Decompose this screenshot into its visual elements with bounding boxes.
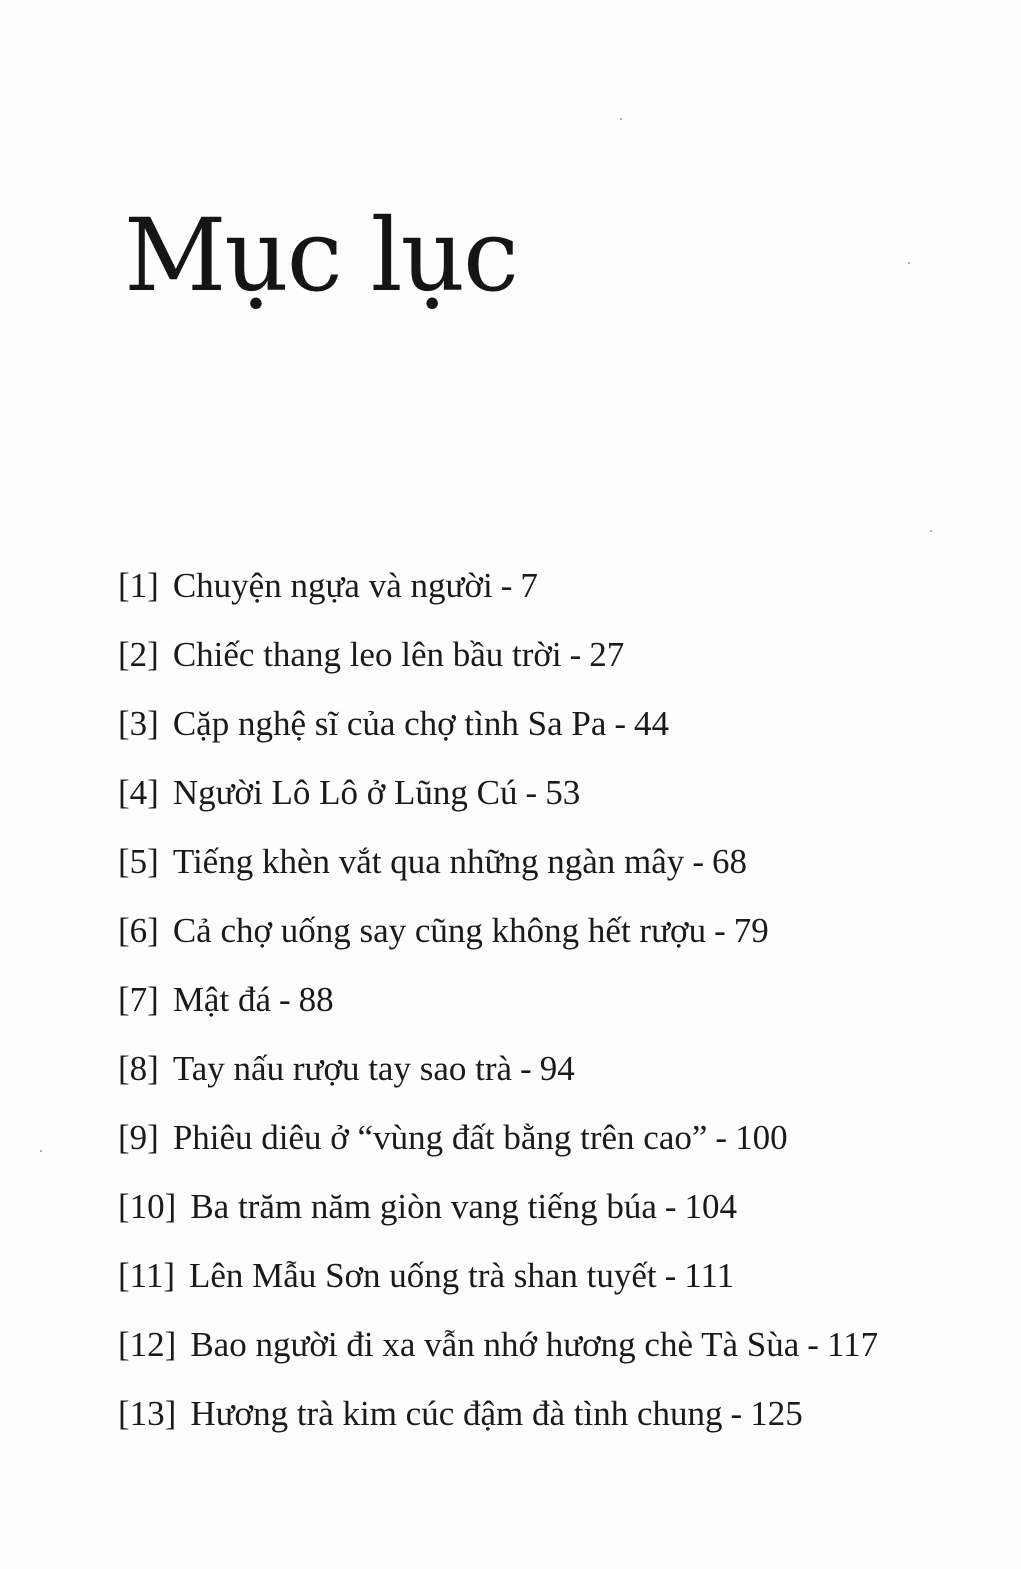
toc-entry-separator: - <box>692 842 704 881</box>
toc-entry-title: Bao người đi xa vẫn nhớ hương chè Tà Sùa <box>190 1325 800 1364</box>
toc-entry-page: 104 <box>684 1187 738 1226</box>
toc-entry-title: Mật đá <box>172 980 271 1019</box>
paper-speck <box>908 262 910 264</box>
toc-entry-title: Ba trăm năm giòn vang tiếng búa <box>190 1187 657 1226</box>
toc-entry-page: 27 <box>589 635 625 674</box>
toc-entry-title: Tiếng khèn vắt qua những ngàn mây <box>172 842 685 881</box>
toc-entry-page: 79 <box>733 911 769 950</box>
paper-speck <box>40 1150 42 1152</box>
toc-entry-separator: - <box>614 704 627 743</box>
toc-entry-page: 117 <box>826 1325 879 1364</box>
toc-entry <box>118 1319 998 1388</box>
toc-entry-page: 44 <box>634 704 670 743</box>
toc-entry-separator: - <box>525 773 538 812</box>
toc-entry-separator: - <box>664 1187 677 1226</box>
toc-entry-page: 68 <box>711 842 747 881</box>
toc-entry-title: Cặp nghệ sĩ của chợ tình Sa Pa <box>172 704 607 743</box>
toc-entry-separator: - <box>714 911 726 950</box>
toc-entry-separator: - <box>730 1394 743 1433</box>
toc-entry-separator: - <box>278 980 291 1019</box>
toc-entry-separator: - <box>569 635 582 674</box>
toc-entry-page: 94 <box>539 1049 575 1088</box>
toc-entry <box>118 974 998 1043</box>
toc-entry-title: Cả chợ uống say cũng không hết rượu <box>172 911 707 950</box>
toc-entry <box>118 767 998 836</box>
toc-entry <box>118 836 998 905</box>
toc-entry-title: Người Lô Lô ở Lũng Cú <box>172 773 518 812</box>
toc-entry-number: [12] <box>118 1325 177 1364</box>
toc-entry-title: Chuyện ngựa và người <box>172 566 493 605</box>
toc-entry-title: Tay nấu rượu tay sao trà <box>172 1049 513 1088</box>
toc-entry-number: [5] <box>118 842 159 881</box>
toc-entry-number: [11] <box>118 1256 176 1295</box>
toc-entry-number: [10] <box>118 1187 177 1226</box>
toc-entry <box>118 1043 998 1112</box>
toc-entry-page: 53 <box>545 773 581 812</box>
toc-entry-separator: - <box>520 1049 532 1088</box>
toc-entry-number: [4] <box>118 773 159 812</box>
paper-speck <box>930 530 932 532</box>
table-of-contents <box>118 560 998 1457</box>
toc-entry-separator: - <box>664 1256 677 1295</box>
toc-entry-number: [6] <box>118 911 159 950</box>
toc-entry-page: 88 <box>298 980 334 1019</box>
toc-entry-number: [9] <box>118 1118 159 1157</box>
page-title: Mục lục <box>124 197 517 314</box>
toc-entry-title: Lên Mẫu Sơn uống trà shan tuyết <box>189 1256 657 1295</box>
toc-entry <box>118 1388 998 1457</box>
toc-entry-page: 7 <box>520 566 538 605</box>
toc-entry-page: 111 <box>684 1256 735 1295</box>
toc-entry-separator: - <box>500 566 513 605</box>
toc-entry-title: Chiếc thang leo lên bầu trời <box>172 635 562 674</box>
toc-entry-number: [8] <box>118 1049 159 1088</box>
toc-entry <box>118 905 998 974</box>
toc-entry <box>118 629 998 698</box>
toc-entry <box>118 1112 998 1181</box>
toc-entry-separator: - <box>807 1325 819 1364</box>
toc-entry-separator: - <box>715 1118 728 1157</box>
toc-entry-page: 100 <box>735 1118 788 1157</box>
toc-entry-number: [3] <box>118 704 159 743</box>
toc-entry-number: [13] <box>118 1394 177 1433</box>
toc-entry-title: Hương trà kim cúc đậm đà tình chung <box>190 1394 723 1433</box>
toc-entry-title: Phiêu diêu ở “vùng đất bằng trên cao” <box>172 1118 708 1157</box>
toc-entry-number: [1] <box>118 566 159 605</box>
toc-entry-number: [7] <box>118 980 159 1019</box>
paper-speck <box>620 118 622 120</box>
toc-entry <box>118 1250 998 1319</box>
toc-entry-number: [2] <box>118 635 159 674</box>
toc-entry <box>118 1181 998 1250</box>
toc-entry <box>118 560 998 629</box>
toc-entry-page: 125 <box>750 1394 803 1433</box>
toc-entry <box>118 698 998 767</box>
